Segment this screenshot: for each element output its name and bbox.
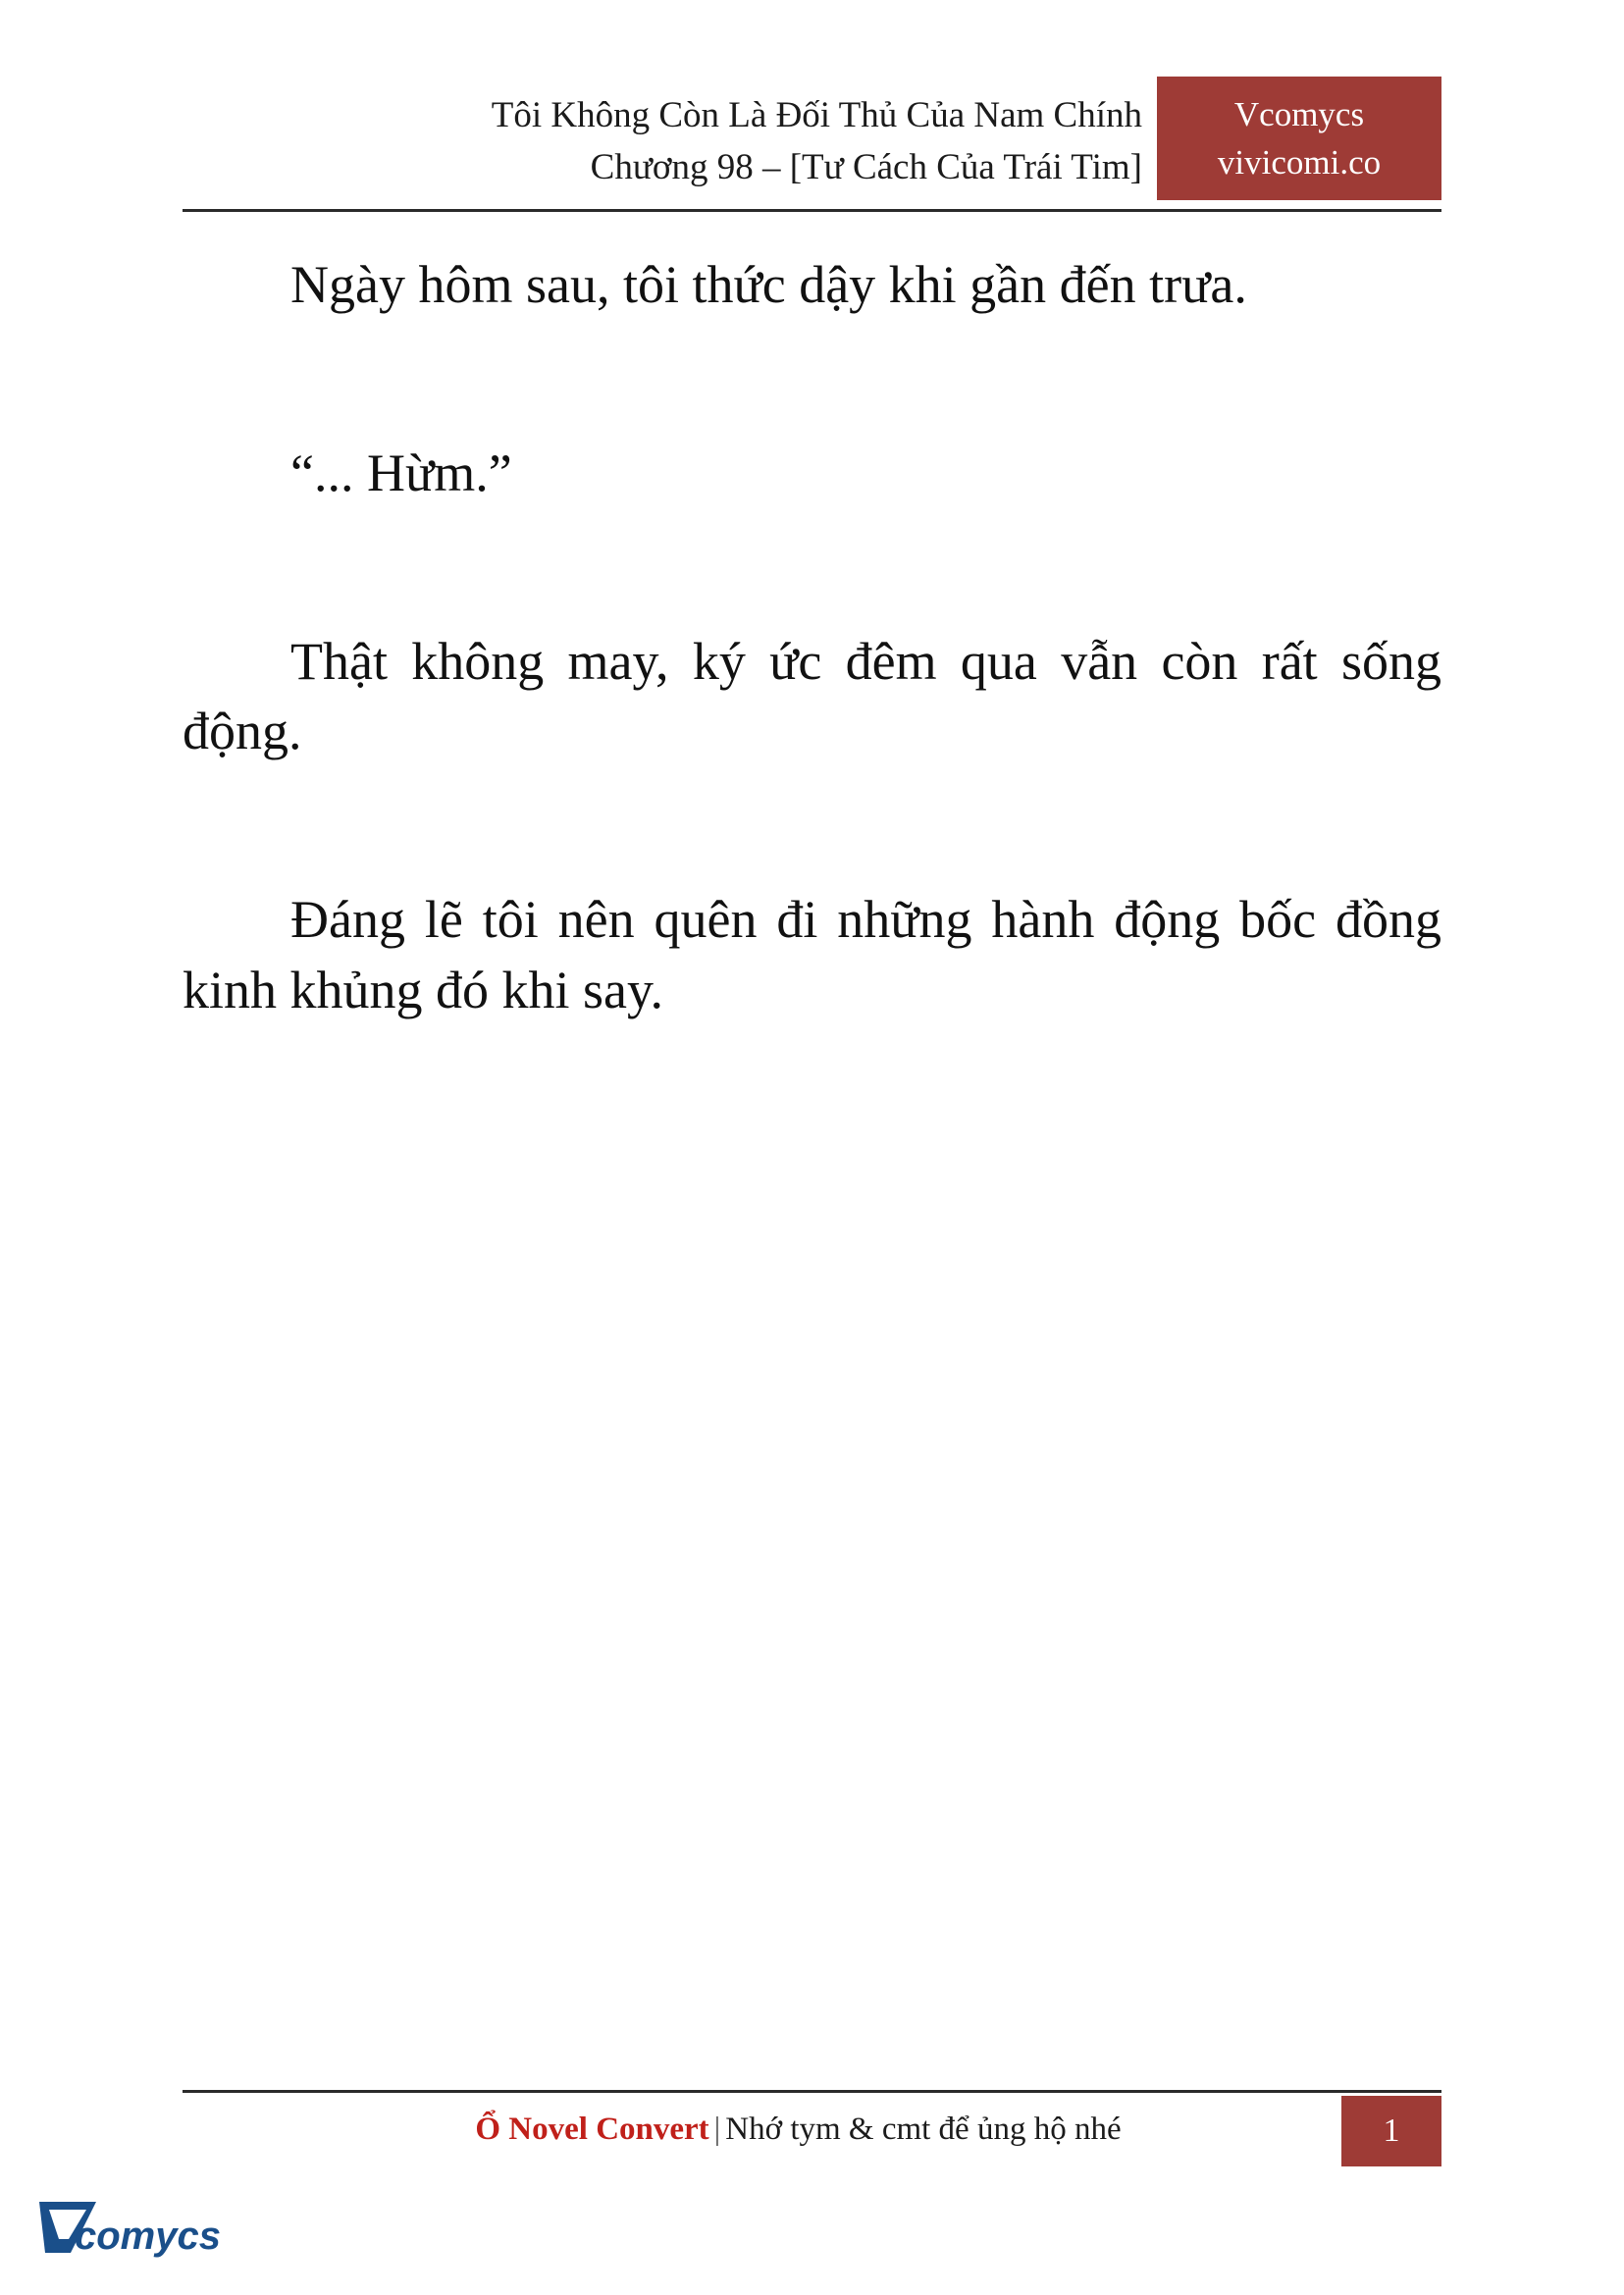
footer-message: Nhớ tym & cmt để ủng hộ nhé — [725, 2112, 1122, 2147]
site-badge — [1157, 77, 1441, 200]
page-header — [183, 77, 1441, 212]
page-number: 1 — [1341, 2096, 1441, 2166]
footer-separator: | — [713, 2112, 721, 2147]
page-content — [183, 250, 1441, 1026]
page-footer — [183, 2090, 1441, 2166]
page-title: Tôi Không Còn Là Đối Thủ Của Nam Chính — [491, 95, 1142, 135]
vcomycs-watermark-logo — [35, 2196, 261, 2269]
vcomycs-logo-icon — [35, 2196, 261, 2269]
footer-text-block — [183, 2093, 1441, 2166]
paragraph: Thật không may, ký ức đêm qua vẫn còn rất sống động. — [183, 631, 1441, 761]
paragraph: “... Hừm.” — [290, 443, 512, 502]
svg-text:comycs: comycs — [75, 2215, 221, 2258]
header-title-block — [492, 90, 1142, 193]
chapter-title: Chương 98 – [Tư Cách Của Trái Tim] — [590, 146, 1142, 187]
paragraph: Ngày hôm sau, tôi thức dậy khi gần đến trưa. — [290, 255, 1247, 314]
site-badge-url: vivicomi.co — [1217, 143, 1382, 182]
footer-brand: Ổ Novel Convert — [475, 2112, 709, 2147]
site-badge-name: Vcomycs — [1233, 95, 1365, 133]
paragraph: Đáng lẽ tôi nên quên đi những hành động bốc đồng kinh khủng đó khi say. — [183, 890, 1441, 1020]
footer-note — [475, 2112, 1121, 2148]
